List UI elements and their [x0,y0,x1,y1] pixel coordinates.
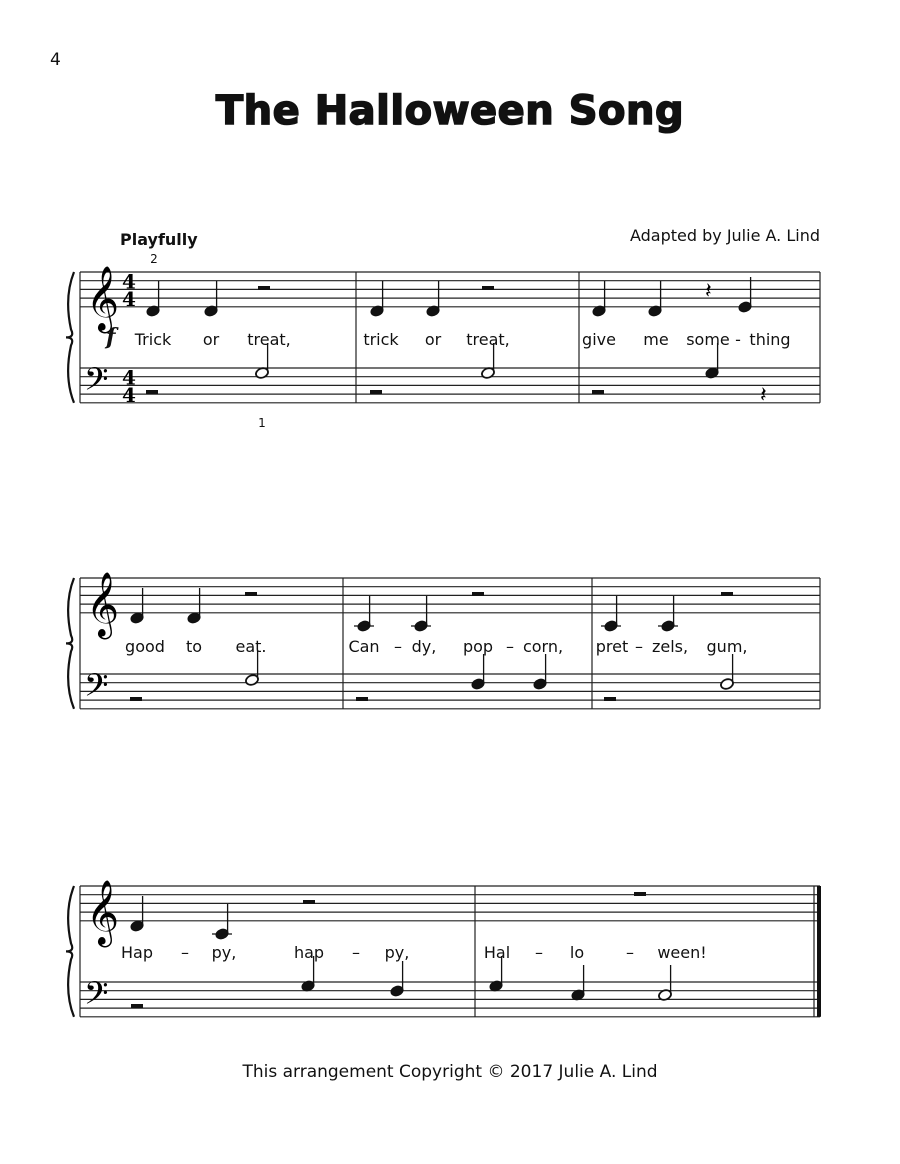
time-signature-denominator: 4 [122,286,136,311]
lyric-syllable: trick [363,330,399,349]
quarter-rest: 𝄽 [705,279,712,304]
lyric-syllable: eat. [235,637,267,656]
lyric-syllable: lo [569,943,585,962]
lyric-hyphen: – [352,943,360,962]
lyric-hyphen: – [506,637,514,656]
treble-clef-icon: 𝄞 [86,571,120,637]
lyric-syllable: Can [348,637,380,656]
lyric-syllable: Hap [121,943,153,962]
brace [66,578,74,709]
quarter-rest: 𝄽 [760,383,767,408]
half-rest [482,286,494,290]
treble-clef-icon: 𝄞 [86,265,120,331]
half-rest [721,592,733,596]
time-signature-numerator: 4 [122,269,136,294]
half-rest [356,697,368,701]
bass-clef-icon: 𝄢 [84,975,109,1020]
lyric-syllable: py, [211,943,237,962]
tempo-marking: Playfully [120,230,198,249]
half-rest [472,592,484,596]
lyric-syllable: py, [384,943,410,962]
lyric-syllable: pret [595,637,629,656]
bass-clef-icon: 𝄢 [84,361,109,406]
lyric-syllable: give [582,330,616,349]
lyric-hyphen: - [735,330,741,349]
lyric-syllable: or [424,330,442,349]
lyric-syllable: treat, [466,330,510,349]
lyric-syllable: zels, [651,637,689,656]
lyric-syllable: corn, [522,637,564,656]
lyric-hyphen: – [635,637,643,656]
song-title: The Halloween Song [215,88,685,134]
lyric-syllable: or [202,330,220,349]
half-rest [131,1004,143,1008]
lyric-syllable: dy, [411,637,437,656]
lyric-syllable: Hal [483,943,511,962]
treble-clef-icon: 𝄞 [86,879,120,945]
brace [66,886,74,1017]
lyric-syllable: ween! [657,943,707,962]
half-rest [130,697,142,701]
fingering-top: 2 [150,252,158,266]
lyric-syllable: good [125,637,165,656]
lyric-syllable: to [185,637,203,656]
copyright-notice: This arrangement Copyright © 2017 Julie A. Lind [242,1062,658,1082]
time-signature-denominator: 4 [122,382,136,407]
half-rest [146,390,158,394]
lyric-hyphen: – [535,943,543,962]
lyric-syllable: thing [749,330,791,349]
half-rest [634,892,646,896]
lyric-syllable: pop [462,637,494,656]
lyric-hyphen: – [626,943,634,962]
lyric-syllable: Trick [134,330,172,349]
lyric-syllable: some [686,330,730,349]
brace [66,272,74,403]
half-rest [592,390,604,394]
half-rest [370,390,382,394]
time-signature-numerator: 4 [122,365,136,390]
lyric-syllable: gum, [706,637,748,656]
half-rest [303,900,315,904]
half-rest [258,286,270,290]
lyric-hyphen: – [181,943,189,962]
arranger-credit: Adapted by Julie A. Lind [629,226,820,245]
lyric-hyphen: – [394,637,402,656]
half-rest [245,592,257,596]
bass-clef-icon: 𝄢 [84,667,109,712]
lyric-syllable: treat, [247,330,291,349]
half-rest [604,697,616,701]
page-number: 4 [50,50,61,70]
lyric-syllable: me [643,330,669,349]
lyric-syllable: hap [293,943,325,962]
dynamic-marking: f [106,324,116,350]
final-barline-thick [817,886,821,1017]
fingering-bottom: 1 [258,416,266,430]
